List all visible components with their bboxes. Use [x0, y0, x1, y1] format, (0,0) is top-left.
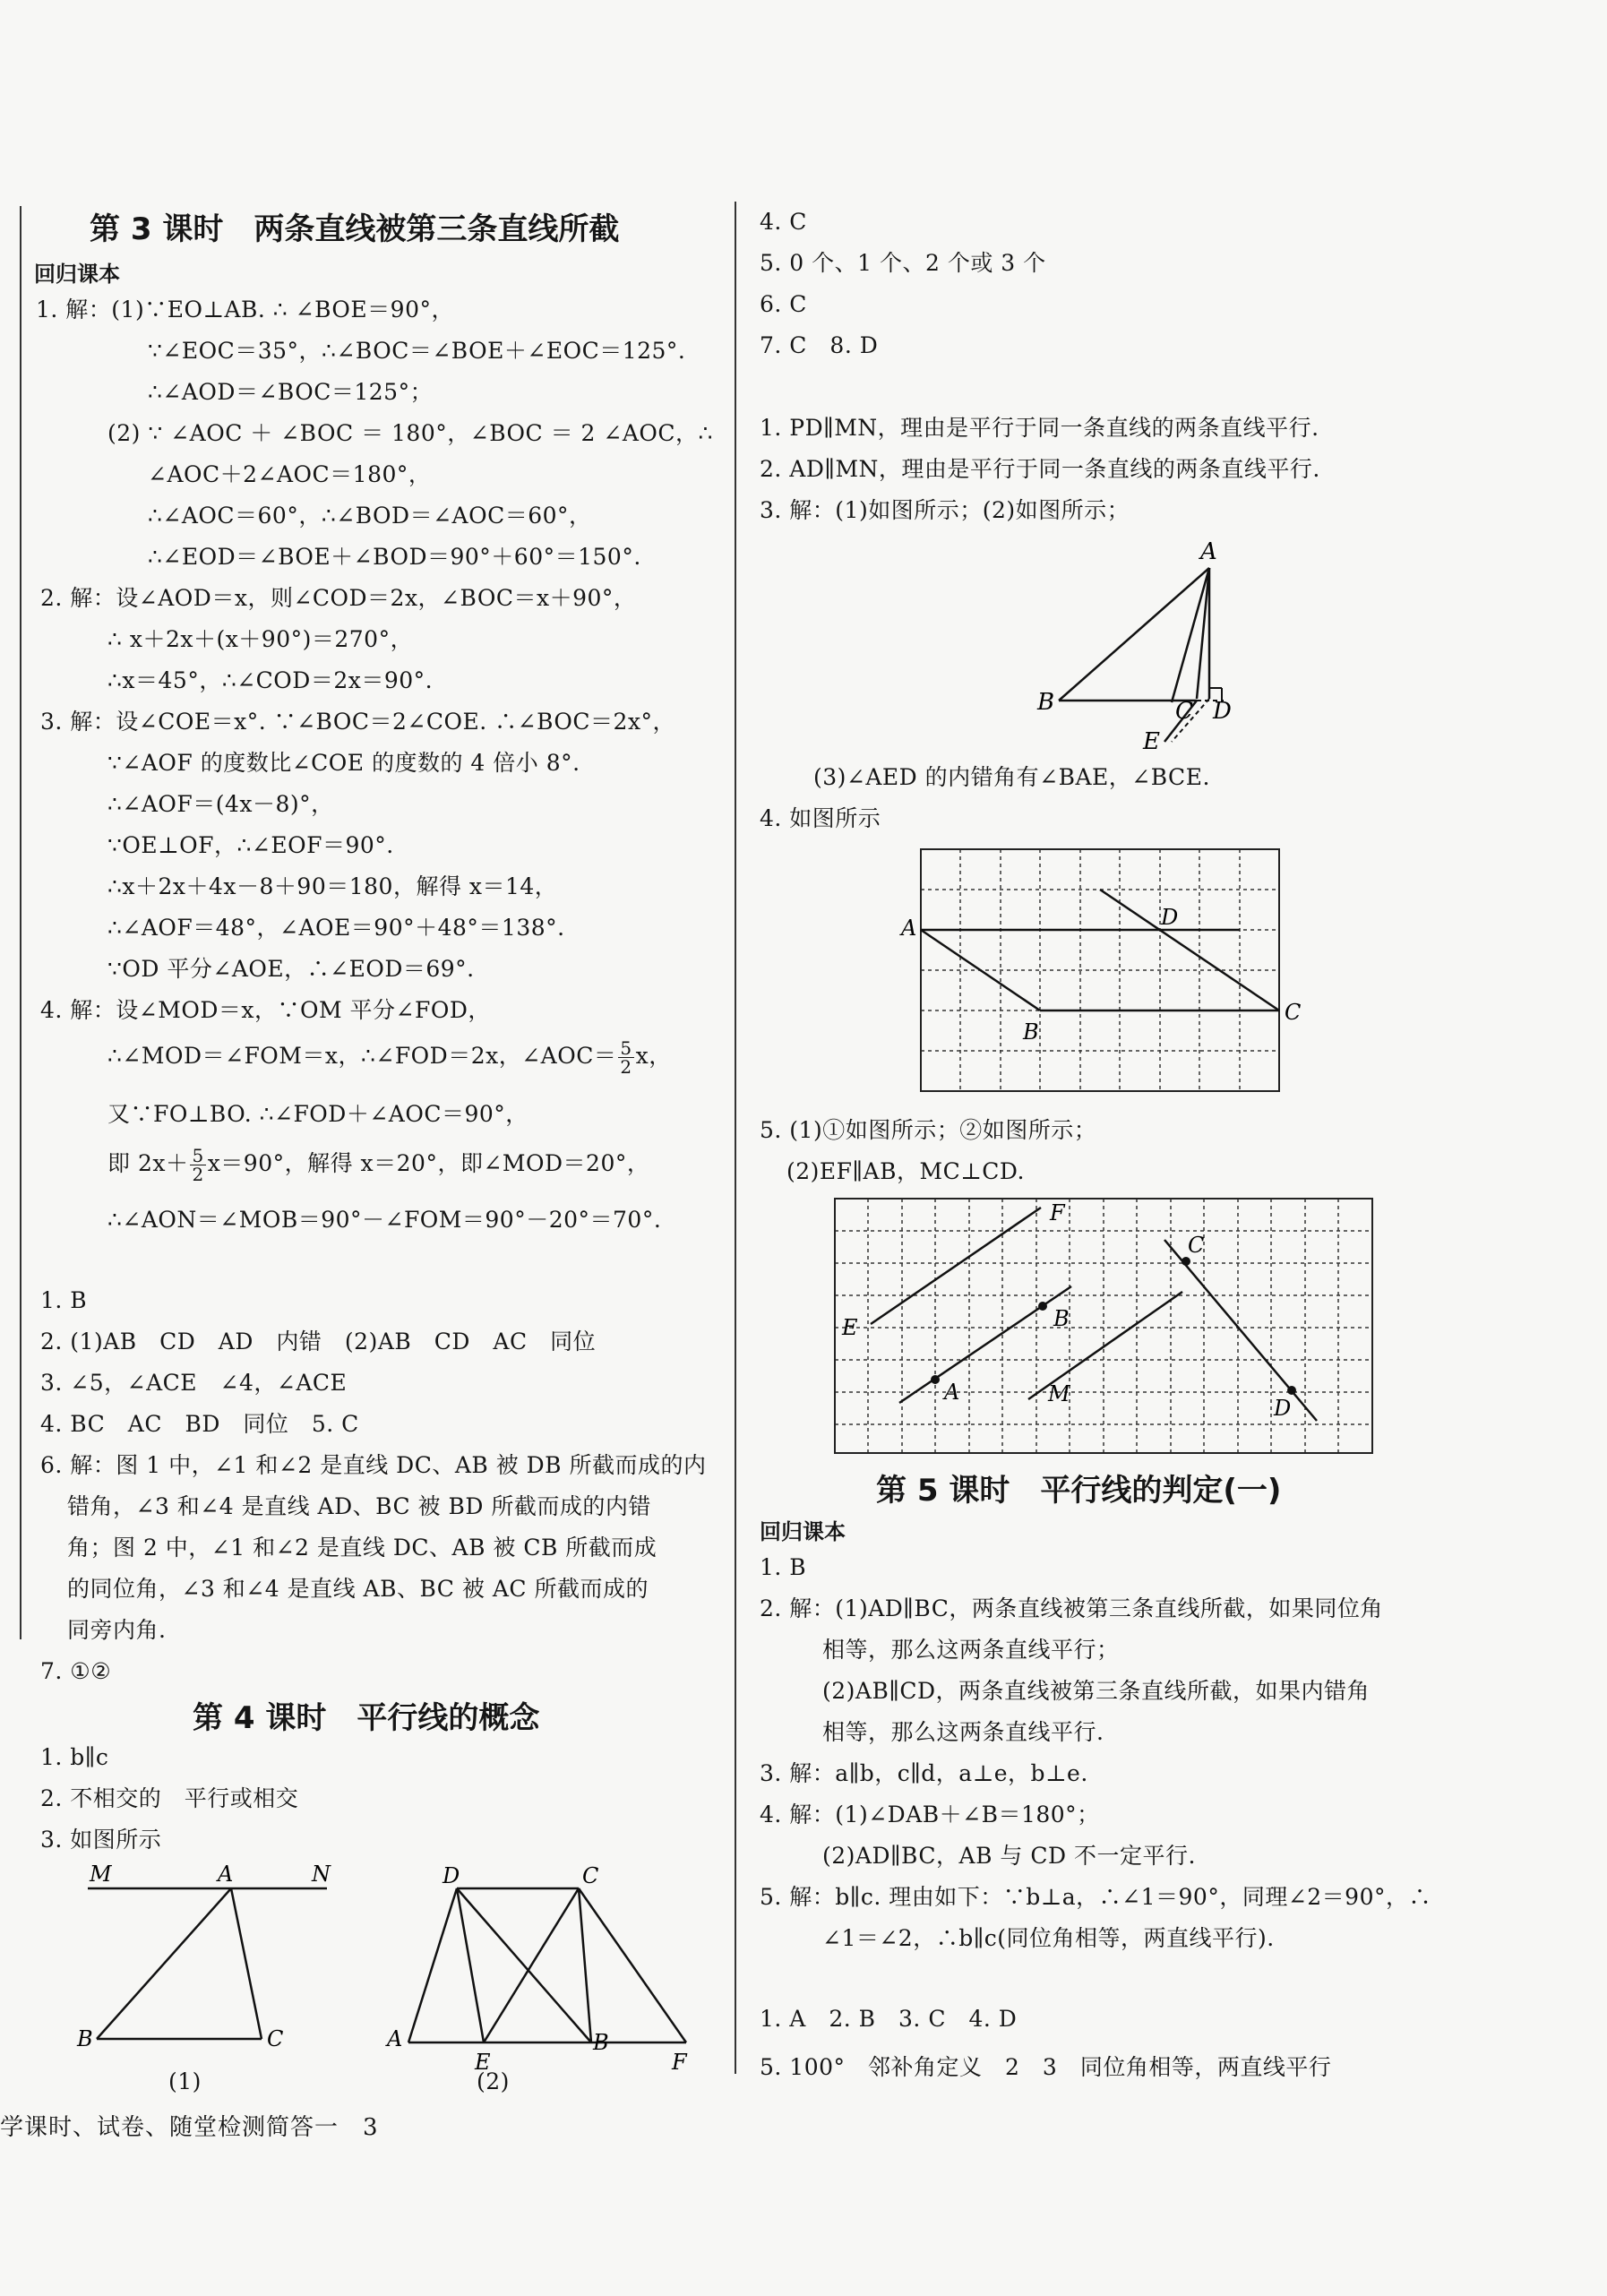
answer-line: ∴∠AOD＝∠BOC＝125°； — [148, 379, 434, 405]
figure-grid-parallels-perpendicular — [824, 1191, 1379, 1460]
answer-line: ∵∠EOC＝35°，∴∠BOC＝∠BOE＋∠EOC＝125°. — [148, 338, 686, 364]
answer-line: ∴∠AOF＝48°，∠AOE＝90°＋48°＝138°. — [107, 915, 565, 941]
fraction-numerator: 5 — [192, 1145, 204, 1166]
answer-line: 4. BC AC BD 同位 5. C — [40, 1411, 359, 1437]
answer-line: 4. 解：(1)∠DAB＋∠B＝180°； — [760, 1802, 1100, 1827]
point-label: A — [1200, 538, 1217, 565]
point-label: E — [842, 1315, 858, 1340]
answer-line: 2. 解：设∠AOD＝x，则∠COD＝2x，∠BOC＝x＋90°， — [40, 585, 637, 611]
point-label: D — [1274, 1396, 1292, 1421]
point-label: A — [387, 2026, 403, 2051]
point-label: A — [944, 1380, 960, 1405]
point-label: C — [1175, 698, 1193, 725]
point-label: A — [901, 916, 917, 941]
figure-parallel-line-triangle — [72, 1862, 340, 2059]
fraction — [618, 1039, 633, 1076]
fraction-pre: ∴∠MOD＝∠FOM＝x，∴∠FOD＝2x，∠AOC＝ — [107, 1043, 617, 1069]
answer-line: ∠AOC＋2∠AOC＝180°， — [148, 461, 432, 487]
answer-line: 7. ①② — [40, 1658, 112, 1684]
point-label: A — [218, 1862, 234, 1887]
answer-line: 4. 如图所示 — [760, 805, 881, 831]
answer-line: 5. 0 个、1 个、2 个或 3 个 — [760, 250, 1046, 276]
figure-caption-1: (1) — [168, 2068, 202, 2094]
answer-line: 1. b∥c — [40, 1744, 109, 1770]
answer-line: ∴∠AOC＝60°，∴∠BOD＝∠AOC＝60°， — [148, 503, 592, 529]
answer-line-fraction — [107, 1147, 649, 1183]
point-label: M — [90, 1862, 112, 1887]
point-label: D — [443, 1863, 460, 1888]
heading-lesson-4: 第 4 课时 平行线的概念 — [193, 1700, 540, 1736]
answer-line: ∵∠AOF 的度数比∠COE 的度数的 4 倍小 8°. — [107, 750, 580, 776]
answer-line: 7. C 8. D — [760, 332, 879, 358]
answer-line: (2)EF∥AB，MC⊥CD. — [786, 1158, 1025, 1184]
answer-line: 错角，∠3 和∠4 是直线 AD、BC 被 BD 所截而成的内错 — [67, 1493, 651, 1519]
point-label: F — [672, 2050, 687, 2075]
point-label: E — [1143, 728, 1160, 755]
point-label: E — [475, 2050, 491, 2075]
fraction-post: x＝90°，解得 x＝20°，即∠MOD＝20°， — [207, 1150, 650, 1176]
column-divider — [735, 202, 736, 2074]
fraction-denominator: 2 — [192, 1164, 204, 1185]
heading-lesson-3: 第 3 课时 两条直线被第三条直线所截 — [90, 211, 620, 247]
page-footer: 学课时、试卷、随堂检测简答一 3 — [0, 2114, 379, 2141]
point-label: N — [312, 1862, 331, 1887]
answer-line: 2. 解：(1)AD∥BC，两条直线被第三条直线所截，如果同位角 — [760, 1595, 1383, 1621]
answer-line: 3. 解：设∠COE＝x°. ∵∠BOC＝2∠COE. ∴∠BOC＝2x°， — [40, 709, 676, 735]
answer-line: ∠1＝∠2，∴b∥c(同位角相等，两直线平行). — [822, 1925, 1275, 1951]
answer-line: 3. ∠5，∠ACE ∠4，∠ACE — [40, 1370, 348, 1396]
answer-line: ∴x＋2x＋4x－8＋90＝180，解得 x＝14， — [107, 873, 558, 899]
fraction-post: x， — [635, 1043, 672, 1069]
answer-line: ∴∠AOF＝(4x－8)°， — [107, 791, 334, 817]
point-label: B — [1037, 689, 1055, 716]
left-margin-rule — [20, 206, 21, 1639]
answer-line: ∴ x＋2x＋(x＋90°)＝270°， — [107, 626, 414, 652]
answer-line: 6. C — [760, 291, 807, 317]
point-label: M — [1048, 1381, 1070, 1406]
answer-line: ∴x＝45°，∴∠COD＝2x＝90°. — [107, 667, 434, 693]
answer-line: 4. 解：设∠MOD＝x，∵OM 平分∠FOD， — [40, 997, 491, 1023]
fraction-pre: 即 2x＋ — [107, 1150, 189, 1176]
answer-line: 2. (1)AB CD AD 内错 (2)AB CD AC 同位 — [40, 1329, 597, 1354]
answer-line: 5. 100° 邻补角定义 2 3 同位角相等，两直线平行 — [760, 2054, 1332, 2080]
point-label: B — [1053, 1306, 1070, 1331]
answer-line: ∵OE⊥OF，∴∠EOF＝90°. — [107, 832, 394, 858]
point-label: F — [1050, 1200, 1065, 1225]
answer-line: 相等，那么这两条直线平行； — [822, 1637, 1120, 1663]
answer-line: (2)AD∥BC，AB 与 CD 不一定平行. — [822, 1843, 1196, 1869]
point-label: B — [77, 2026, 93, 2051]
figure-triangle-altitudes — [1021, 534, 1254, 758]
answer-line: ∵OD 平分∠AOE，∴∠EOD＝69°. — [107, 956, 475, 982]
answer-line: (2) ∵ ∠AOC ＋ ∠BOC ＝ 180°，∠BOC ＝ 2 ∠AOC，∴ — [107, 420, 713, 446]
point-label: D — [1161, 905, 1179, 930]
answer-line: 5. 解：b∥c. 理由如下：∵b⊥a，∴∠1＝90°，同理∠2＝90°，∴ — [760, 1884, 1431, 1910]
section-review-right: 回归课本 — [760, 1519, 846, 1544]
answer-line: ∴∠AON＝∠MOB＝90°－∠FOM＝90°－20°＝70°. — [107, 1207, 662, 1233]
answer-line: ∴∠EOD＝∠BOE＋∠BOD＝90°＋60°＝150°. — [148, 544, 641, 570]
answer-line: 3. 解：a∥b，c∥d，a⊥e，b⊥e. — [760, 1760, 1088, 1786]
answer-line: 3. 解：(1)如图所示；(2)如图所示； — [760, 497, 1130, 523]
point-label: B — [593, 2030, 609, 2055]
answer-line: 1. B — [760, 1554, 807, 1580]
point-label: C — [1188, 1233, 1205, 1258]
answer-line: 1. A 2. B 3. C 4. D — [760, 2006, 1018, 2032]
point-label: C — [582, 1863, 599, 1888]
answer-line: 又∵FO⊥BO. ∴∠FOD＋∠AOC＝90°， — [107, 1101, 529, 1127]
answer-line: 相等，那么这两条直线平行. — [822, 1719, 1104, 1745]
answer-line-fraction — [107, 1039, 672, 1076]
fraction-numerator: 5 — [620, 1037, 632, 1059]
answer-line: 2. 不相交的 平行或相交 — [40, 1785, 299, 1811]
point-label: D — [1213, 698, 1232, 725]
answer-line: (2)AB∥CD，两条直线被第三条直线所截，如果内错角 — [822, 1678, 1371, 1704]
answer-line: 4. C — [760, 209, 807, 235]
answer-line: 5. (1)①如图所示；②如图所示； — [760, 1117, 1097, 1143]
figure-caption-2: (2) — [477, 2068, 510, 2094]
figure-grid-parallelogram — [896, 840, 1302, 1100]
answer-line: 角；图 2 中，∠1 和∠2 是直线 DC、AB 被 CB 所截而成 — [67, 1535, 657, 1561]
figure-trapezoid-diagonals — [374, 1862, 706, 2075]
answer-line: 1. 解：(1)∵EO⊥AB. ∴ ∠BOE＝90°， — [36, 297, 454, 322]
answer-line: 同旁内角. — [67, 1617, 167, 1643]
point-label: C — [1285, 1000, 1302, 1025]
point-label: B — [1023, 1019, 1039, 1045]
answer-line: 2. AD∥MN，理由是平行于同一条直线的两条直线平行. — [760, 456, 1320, 482]
point-label: C — [267, 2026, 284, 2051]
heading-lesson-5: 第 5 课时 平行线的判定(一) — [876, 1473, 1282, 1509]
answer-line: 1. PD∥MN，理由是平行于同一条直线的两条直线平行. — [760, 415, 1319, 441]
answer-line: (3)∠AED 的内错角有∠BAE，∠BCE. — [813, 764, 1210, 790]
fraction-denominator: 2 — [620, 1056, 632, 1078]
answer-line: 1. B — [40, 1287, 88, 1313]
answer-line: 3. 如图所示 — [40, 1827, 162, 1853]
answer-line: 的同位角，∠3 和∠4 是直线 AB、BC 被 AC 所截而成的 — [67, 1576, 649, 1602]
fraction — [190, 1147, 205, 1183]
answer-line: 6. 解：图 1 中，∠1 和∠2 是直线 DC、AB 被 DB 所截而成的内 — [40, 1452, 707, 1478]
section-review-left: 回归课本 — [34, 262, 120, 287]
